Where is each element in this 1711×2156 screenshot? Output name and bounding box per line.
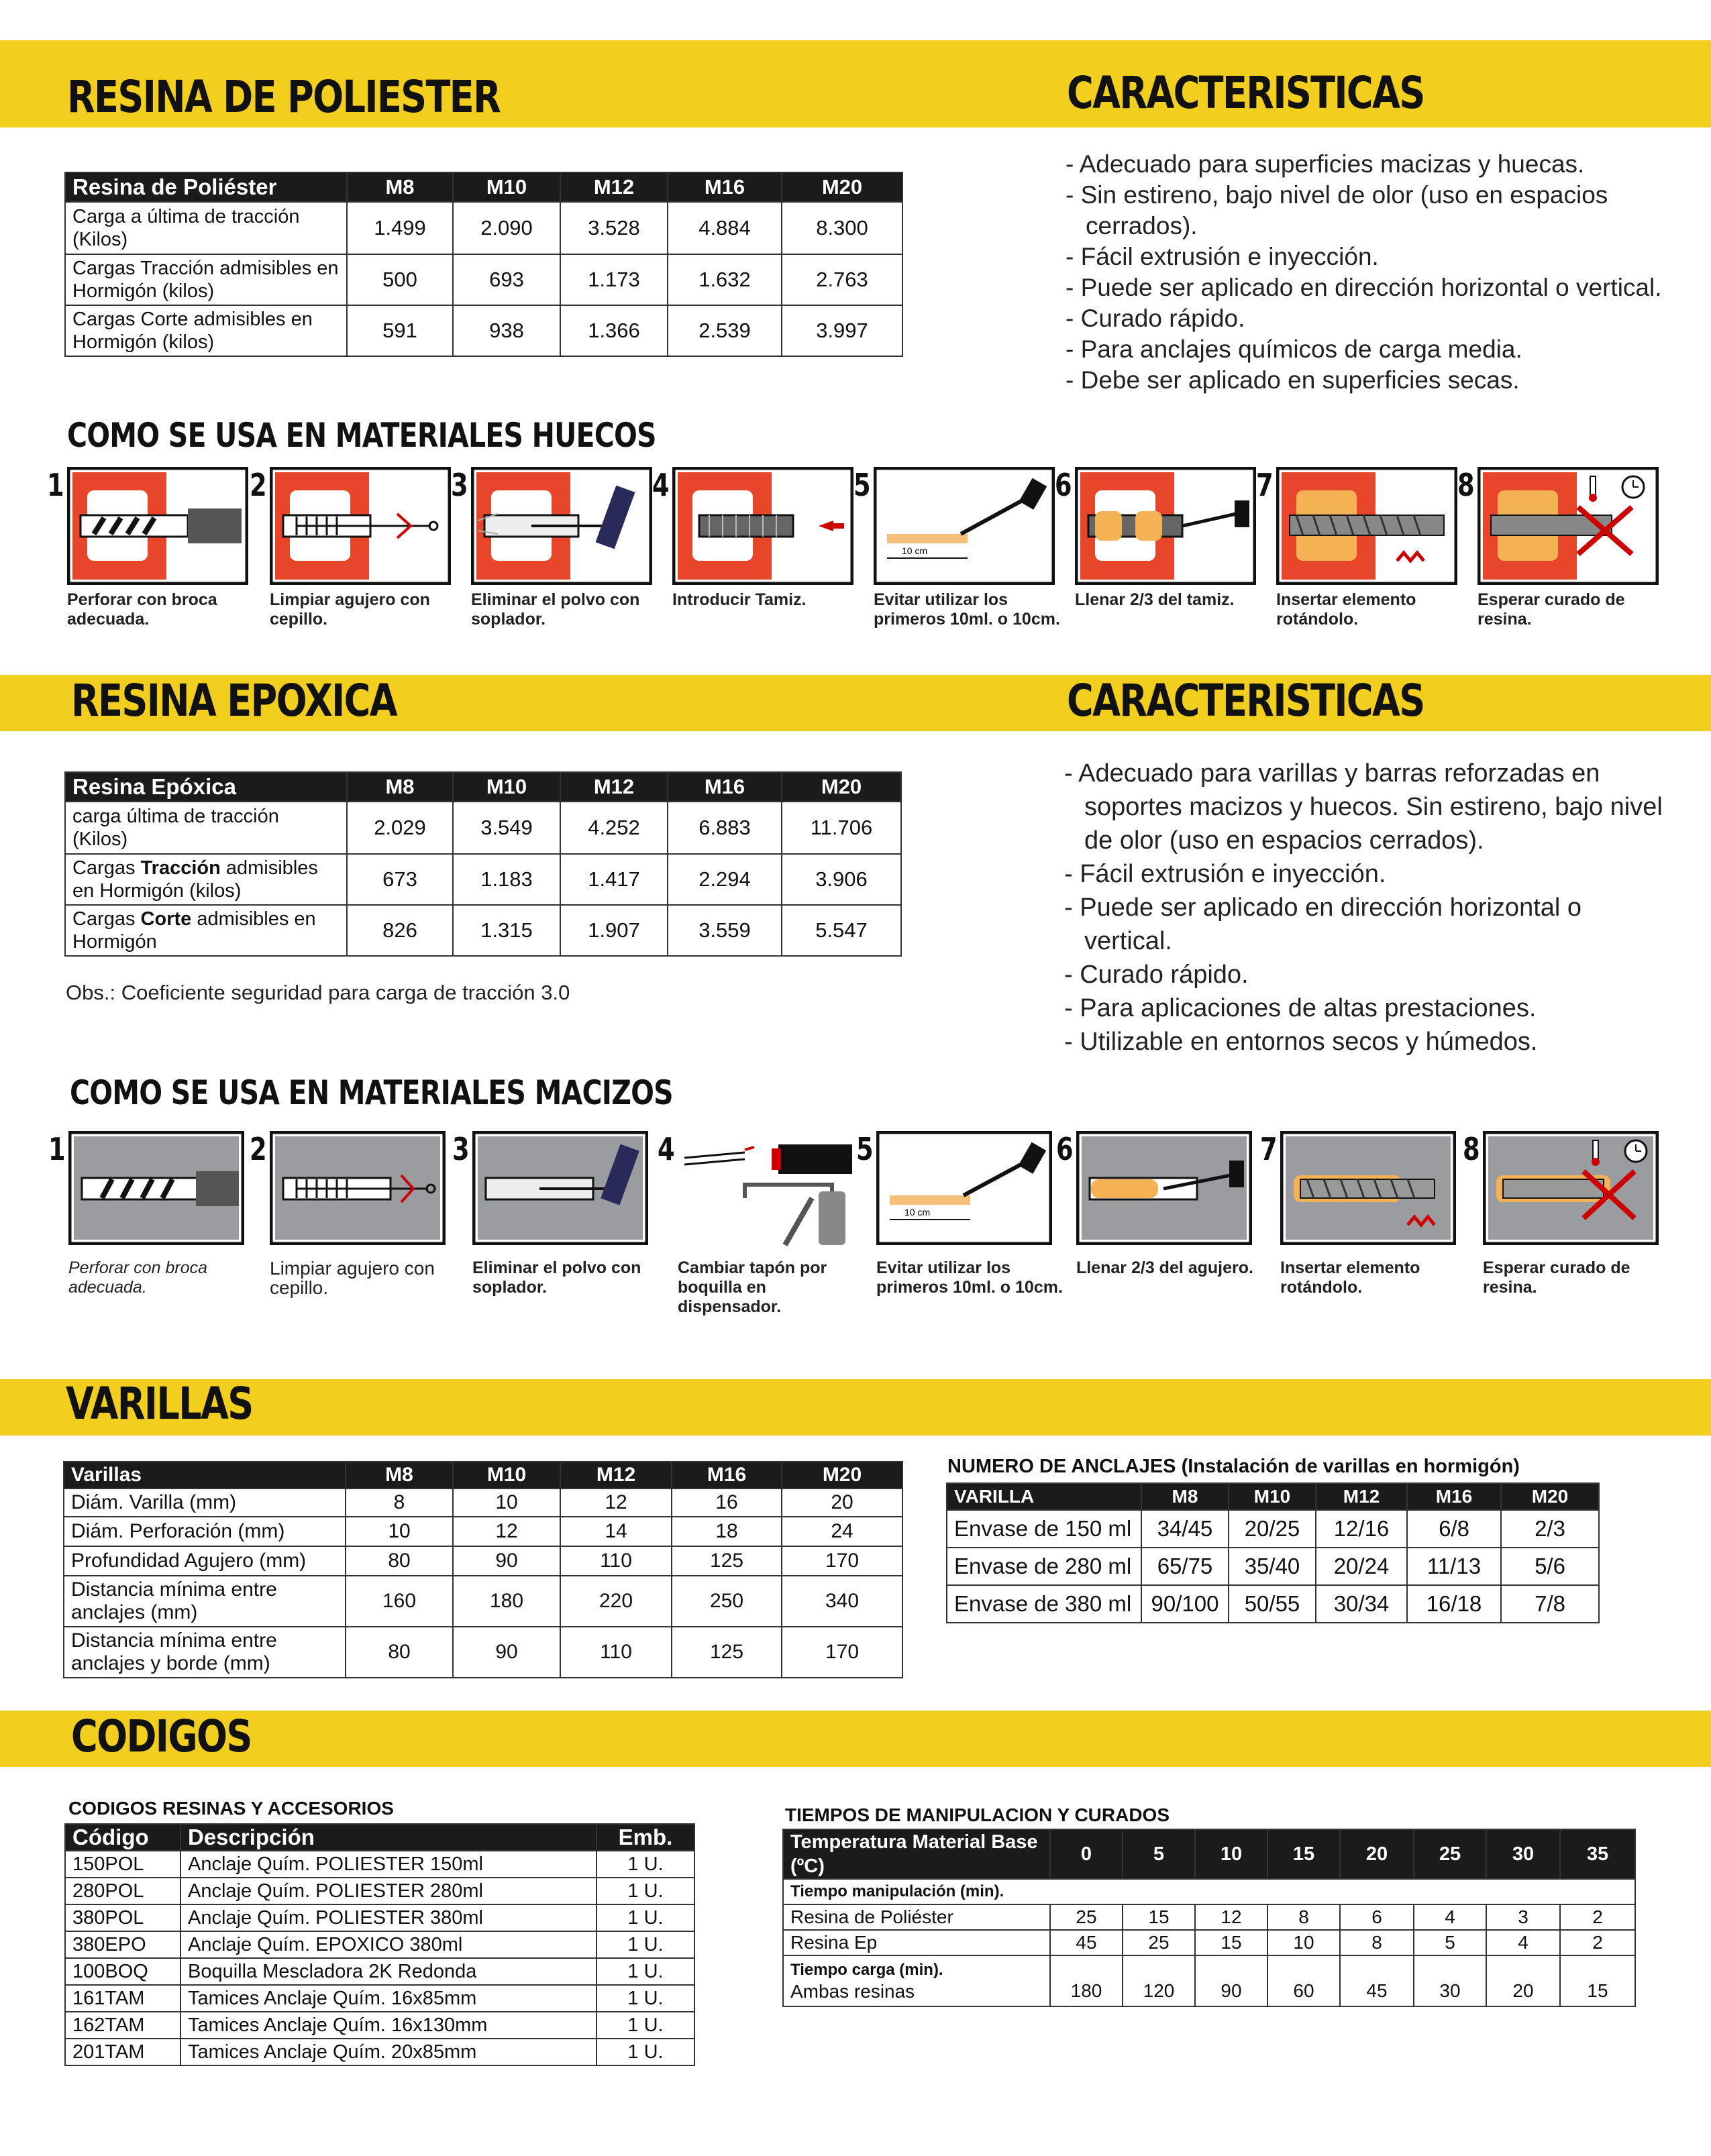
temp-header: 0 [1050,1829,1123,1879]
cell: 10 [1267,1930,1340,1955]
col-header: M10 [453,172,560,202]
header-band-varillas [0,1379,1711,1436]
cell: 90 [1195,1955,1267,2006]
feature-item: - Para anclajes químicos de carga media. [1066,334,1669,365]
col-header: M12 [560,172,668,202]
ruler-label: 10 cm [902,545,928,556]
row-label: Cargas Tracción admisibles en Hormigón (kilos) [65,254,347,305]
epoxica-features [1064,757,1668,1059]
tiempos-caption: TIEMPOS DE MANIPULACION Y CURADOS [785,1804,1170,1825]
cell: 80 [346,1627,453,1678]
codigos-caption: CODIGOS RESINAS Y ACCESORIOS [68,1798,394,1819]
step-caption: Eliminar el polvo con soplador. [471,590,640,629]
cell: 3.997 [782,305,902,356]
step-number: 5 [853,467,871,503]
table-row [65,2012,694,2039]
temp-header: 30 [1486,1829,1560,1879]
label-part: Cargas [72,857,141,879]
brush-solid-icon [270,1131,446,1245]
table-row [783,1955,1635,2006]
cell: 125 [672,1546,782,1576]
emb-cell: 1 U. [597,1878,694,1904]
cell: 3.906 [782,854,901,905]
label-part: admisibles en Hormigón (kilos) [72,857,318,902]
temp-header: 10 [1195,1829,1267,1879]
cell: 12 [453,1517,560,1546]
desc-cell: Tamices Anclaje Quím. 16x85mm [180,1985,597,2012]
steps-title-macizos: COMO SE USA EN MATERIALES MACIZOS [70,1073,673,1112]
row-label: Cargas Corte admisibles en Hormigón (kilos) [65,305,347,356]
step-number: 1 [47,467,64,503]
step-caption: Perforar con broca adecuada. [67,590,217,629]
tiempos-table [782,1829,1636,2007]
ruler-label: 10 cm [904,1207,931,1218]
feature-item: - Debe ser aplicado en superficies secas. [1066,365,1669,396]
step-caption: Perforar con broca adecuada. [68,1258,208,1297]
step-number: 6 [1055,467,1072,503]
anclajes-table [946,1483,1600,1623]
table-row [65,2039,694,2065]
code-cell: 150POL [65,1851,180,1878]
codigos-table [64,1823,695,2066]
cell: 1.499 [347,202,453,254]
carga-label: Tiempo carga (min). [790,1961,943,1979]
cell: 180 [1050,1955,1123,2006]
cell: 220 [560,1576,672,1627]
desc-cell: Anclaje Quím. POLIESTER 150ml [180,1851,597,1878]
step-number: 3 [452,1131,470,1167]
emb-cell: 1 U. [597,1958,694,1985]
row-label: Distancia mínima entre anclajes (mm) [64,1576,346,1627]
feature-item: - Puede ser aplicado en dirección horizontal o vertical. [1064,891,1668,958]
step-caption: Insertar elemento rotándolo. [1276,590,1416,629]
cell: 15 [1560,1955,1635,2006]
table-row [64,1627,902,1678]
feature-item: - Adecuado para varillas y barras reforzadas en soportes macizos y huecos. Sin estireno, bajo nivel de olor (uso en espacios cerrados). [1064,757,1668,857]
col-header: M8 [347,772,453,802]
table-row [65,202,902,254]
cell: 14 [560,1517,672,1546]
desc-cell: Anclaje Quím. POLIESTER 280ml [180,1878,597,1904]
wait-cure-hollow-icon [1477,467,1659,585]
step-caption: Evitar utilizar los primeros 10ml. o 10cm. [876,1258,1063,1297]
emb-cell: 1 U. [597,1904,694,1931]
step-number: 6 [1056,1131,1074,1167]
cell: 2.294 [668,854,782,905]
cell: 125 [672,1627,782,1678]
cell: 90/100 [1141,1585,1229,1623]
cell: 2.763 [782,254,902,305]
insert-rod-hollow-icon [1276,467,1457,585]
cell: 2 [1560,1904,1635,1930]
epoxica-table [64,771,902,957]
code-cell: 161TAM [65,1985,180,2012]
cell: 8 [346,1489,453,1517]
cell: 12/16 [1316,1510,1407,1548]
feature-item: - Curado rápido. [1064,958,1668,991]
col-header: M8 [346,1462,453,1489]
col-header: M12 [560,772,668,802]
cell: 12 [1195,1904,1267,1930]
col-header: VARILLA [947,1483,1141,1510]
cell: 8 [1267,1904,1340,1930]
table-row [65,1958,694,1985]
temp-header: 15 [1267,1829,1340,1879]
step-caption: Llenar 2/3 del agujero. [1076,1258,1253,1277]
desc-cell: Anclaje Quím. POLIESTER 380ml [180,1904,597,1931]
cell: 20 [1486,1955,1560,2006]
feature-item: - Fácil extrusión e inyección. [1066,241,1669,272]
step-number: 2 [250,467,267,503]
cell: 45 [1340,1955,1414,2006]
table-row [65,1878,694,1904]
col-header: M16 [672,1462,782,1489]
cell: 6 [1340,1904,1414,1930]
title-varillas: VARILLAS [66,1378,253,1430]
step-number: 7 [1260,1131,1278,1167]
feature-item: - Para aplicaciones de altas prestaciones. [1064,991,1668,1025]
cell: 15 [1123,1904,1195,1930]
cell: 3.549 [453,802,560,854]
code-cell: 162TAM [65,2012,180,2039]
cell: 24 [782,1517,902,1546]
step-caption: Eliminar el polvo con soplador. [472,1258,641,1297]
feature-item: - Sin estireno, bajo nivel de olor (uso en espacios cerrados). [1066,180,1669,241]
wait-cure-solid-icon [1483,1131,1659,1245]
cell: 2 [1560,1930,1635,1955]
poliester-table [64,172,903,357]
emb-cell: 1 U. [597,2039,694,2065]
title-codigos: CODIGOS [71,1711,252,1762]
col-header: M20 [782,1462,902,1489]
table-row [64,1546,902,1576]
poliester-features [1066,149,1669,396]
cell: 160 [346,1576,453,1627]
cell: 2/3 [1501,1510,1599,1548]
desc-cell: Tamices Anclaje Quím. 16x130mm [180,2012,597,2039]
col-header: Emb. [597,1824,694,1851]
cell: 5 [1414,1930,1486,1955]
title-epoxica: RESINA EPOXICA [71,675,397,726]
cell: 11.706 [782,802,901,854]
cell: 180 [453,1576,560,1627]
step-number: 7 [1256,467,1274,503]
cell: 2.029 [347,802,453,854]
feature-item: - Fácil extrusión e inyección. [1064,857,1668,891]
manip-label: Tiempo manipulación (min). [783,1879,1635,1904]
cell: 5.547 [782,905,901,956]
col-header: Resina de Poliéster [65,172,347,202]
cell: 7/8 [1501,1585,1599,1623]
cell: 45 [1050,1930,1123,1955]
col-header: Código [65,1824,180,1851]
cell: 35/40 [1229,1548,1316,1585]
code-cell: 280POL [65,1878,180,1904]
insert-rod-solid-icon [1280,1131,1456,1245]
label-part: Cargas [72,908,141,930]
cell: 60 [1267,1955,1340,2006]
col-header: Descripción [180,1824,597,1851]
cell: 3.559 [668,905,782,956]
cell: 110 [560,1627,672,1678]
cell: 12 [560,1489,672,1517]
step-caption: Esperar curado de resina. [1477,590,1625,629]
step-caption: Esperar curado de resina. [1483,1258,1630,1297]
cell: 170 [782,1627,902,1678]
row-label: Diám. Varilla (mm) [64,1489,346,1517]
col-header: M10 [453,1462,560,1489]
cell: 90 [453,1546,560,1576]
feature-item: - Puede ser aplicado en dirección horizontal o vertical. [1066,272,1669,303]
cell: 4 [1486,1930,1560,1955]
step-caption: Limpiar agujero con cepillo. [270,1258,435,1298]
drill-solid-icon [68,1131,244,1245]
label-bold: Tracción [140,857,221,879]
table-row [65,305,902,356]
cell: 25 [1123,1930,1195,1955]
cell: 4 [1414,1904,1486,1930]
col-header: M16 [1407,1483,1501,1510]
cell: 50/55 [1229,1585,1316,1623]
cell: 16 [672,1489,782,1517]
obs-note: Obs.: Coeficiente seguridad para carga de tracción 3.0 [66,981,570,1004]
row-label: Resina de Poliéster [783,1904,1050,1930]
cell: 2.539 [668,305,782,356]
col-header: Temperatura Material Base (ºC) [783,1829,1050,1879]
table-row [65,1904,694,1931]
cell: 3.528 [560,202,668,254]
cell: 1.632 [668,254,782,305]
step-caption: Limpiar agujero con cepillo. [270,590,430,629]
cell: 10 [346,1517,453,1546]
cell: 5/6 [1501,1548,1599,1585]
cell: 673 [347,854,453,905]
feature-item: - Utilizable en entornos secos y húmedos. [1064,1025,1668,1059]
cell: 591 [347,305,453,356]
table-row [783,1904,1635,1930]
cell: 1.315 [453,905,560,956]
cell: 18 [672,1517,782,1546]
cell: 4.884 [668,202,782,254]
cell: 11/13 [1407,1548,1501,1585]
cell: 1.907 [560,905,668,956]
steps-title-huecos: COMO SE USA EN MATERIALES HUECOS [67,416,656,455]
row-label: Profundidad Agujero (mm) [64,1546,346,1576]
cell: 170 [782,1546,902,1576]
cell: 20 [782,1489,902,1517]
step-number: 8 [1463,1131,1480,1167]
cell: 340 [782,1576,902,1627]
emb-cell: 1 U. [597,2012,694,2039]
cell: 826 [347,905,453,956]
sieve-insert-icon [672,467,853,585]
table-row [947,1548,1599,1585]
feature-item: - Curado rápido. [1066,303,1669,334]
cell: 6.883 [668,802,782,854]
code-cell: 380POL [65,1904,180,1931]
emb-cell: 1 U. [597,1931,694,1958]
step-number: 2 [250,1131,267,1167]
step-number: 3 [451,467,468,503]
step-number: 4 [658,1131,675,1167]
row-label: Carga a última de tracción (Kilos) [65,202,347,254]
cell: 34/45 [1141,1510,1229,1548]
feature-item: - Adecuado para superficies macizas y huecas. [1066,149,1669,180]
row-label [65,905,347,956]
nozzle-discard-icon [874,467,1055,585]
fill-hole-icon [1076,1131,1252,1245]
table-row [947,1585,1599,1623]
row-label [65,854,347,905]
title-caracteristicas-2: CARACTERISTICAS [1067,675,1424,726]
col-header: M10 [1229,1483,1316,1510]
cell: 120 [1123,1955,1195,2006]
temp-header: 35 [1560,1829,1635,1879]
cell: 1.417 [560,854,668,905]
col-header: M12 [560,1462,672,1489]
cell: 4.252 [560,802,668,854]
col-header: M10 [453,772,560,802]
temp-header: 5 [1123,1829,1195,1879]
col-header: Resina Epóxica [65,772,347,802]
cell: 30 [1414,1955,1486,2006]
cell: 20/24 [1316,1548,1407,1585]
desc-cell: Anclaje Quím. EPOXICO 380ml [180,1931,597,1958]
row-label: Envase de 150 ml [947,1510,1141,1548]
code-cell: 100BOQ [65,1958,180,1985]
step-number: 8 [1457,467,1475,503]
temp-header: 25 [1414,1829,1486,1879]
col-header: M8 [1141,1483,1229,1510]
steps-macizos [0,1131,1711,1326]
cell: 30/34 [1316,1585,1407,1623]
table-row [65,854,901,905]
table-row [65,1851,694,1878]
cell: 938 [453,305,560,356]
title-poliester: RESINA DE POLIESTER [67,71,501,123]
carga-sub: Ambas resinas [790,1981,915,2002]
cell: 3 [1486,1904,1560,1930]
fill-sieve-icon [1075,467,1256,585]
step-caption: Llenar 2/3 del tamiz. [1075,590,1235,609]
cell: 2.090 [453,202,560,254]
cell: 1.183 [453,854,560,905]
col-header: M16 [668,172,782,202]
col-header: M12 [1316,1483,1407,1510]
col-header: M20 [1501,1483,1599,1510]
steps-huecos [0,467,1711,641]
nozzle-discard-icon [876,1131,1052,1245]
cell: 110 [560,1546,672,1576]
desc-cell: Tamices Anclaje Quím. 20x85mm [180,2039,597,2065]
cell: 250 [672,1576,782,1627]
step-caption: Insertar elemento rotándolo. [1280,1258,1420,1297]
step-caption: Evitar utilizar los primeros 10ml. o 10cm. [874,590,1060,629]
temp-header: 20 [1340,1829,1414,1879]
step-number: 5 [856,1131,874,1167]
cell: 25 [1050,1904,1123,1930]
table-row [947,1510,1599,1548]
cell: 6/8 [1407,1510,1501,1548]
col-header: M16 [668,772,782,802]
label-bold: Corte [140,908,192,930]
col-header: M20 [782,172,902,202]
table-row [65,802,901,854]
col-header: M8 [347,172,453,202]
title-caracteristicas-1: CARACTERISTICAS [1067,67,1424,119]
carga-label-cell [783,1955,1050,2006]
emb-cell: 1 U. [597,1851,694,1878]
col-header: M20 [782,772,901,802]
cell: 90 [453,1627,560,1678]
cell: 65/75 [1141,1548,1229,1585]
cell: 693 [453,254,560,305]
anclajes-caption: NUMERO DE ANCLAJES (Instalación de varillas en hormigón) [947,1456,1520,1477]
table-row [65,1931,694,1958]
code-cell: 380EPO [65,1931,180,1958]
row-label: Envase de 280 ml [947,1548,1141,1585]
step-caption: Cambiar tapón por boquilla en dispensador. [678,1258,827,1316]
table-row [65,254,902,305]
label-part: admisibles en Hormigón [72,908,316,953]
row-label: Envase de 380 ml [947,1585,1141,1623]
section-row [783,1879,1635,1904]
table-row [64,1576,902,1627]
table-row [65,1985,694,2012]
step-number: 4 [652,467,670,503]
header-band-codigos [0,1711,1711,1767]
cell: 1.173 [560,254,668,305]
cell: 20/25 [1229,1510,1316,1548]
emb-cell: 1 U. [597,1985,694,2012]
cell: 15 [1195,1930,1267,1955]
cell: 16/18 [1407,1585,1501,1623]
cell: 10 [453,1489,560,1517]
cell: 8.300 [782,202,902,254]
blower-solid-icon [472,1131,648,1245]
blower-hollow-icon [471,467,652,585]
table-row [783,1930,1635,1955]
brush-hollow-icon [270,467,451,585]
col-header: Varillas [64,1462,346,1489]
row-label: carga última de tracción (Kilos) [65,802,347,854]
row-label: Diám. Perforación (mm) [64,1517,346,1546]
step-number: 1 [48,1131,66,1167]
step-caption: Introducir Tamiz. [672,590,807,609]
code-cell: 201TAM [65,2039,180,2065]
cell: 8 [1340,1930,1414,1955]
desc-cell: Boquilla Mescladora 2K Redonda [180,1958,597,1985]
row-label: Resina Ep [783,1930,1050,1955]
table-row [64,1489,902,1517]
cell: 500 [347,254,453,305]
cell: 80 [346,1546,453,1576]
cell: 1.366 [560,305,668,356]
row-label: Distancia mínima entre anclajes y borde (mm) [64,1627,346,1678]
varillas-table [63,1461,903,1678]
drill-hollow-icon [67,467,248,585]
table-row [64,1517,902,1546]
dispenser-nozzle-icon [678,1131,859,1252]
table-row [65,905,901,956]
